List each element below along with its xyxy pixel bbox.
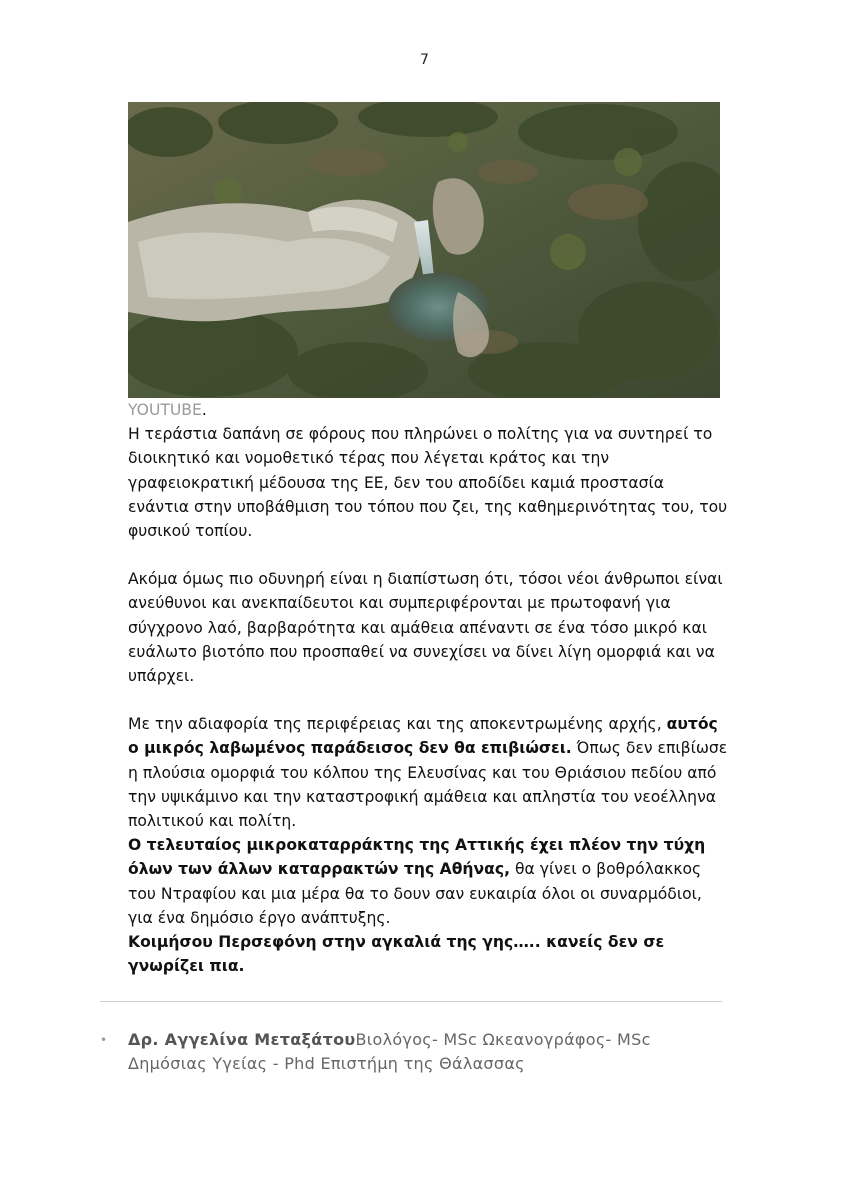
author-titles: Βιολόγος- MSc Ωκεανογράφος- MSc Δημόσιας Υγείας - Phd Επιστήμη της Θάλασσας — [128, 1030, 651, 1073]
caption-period: . — [201, 401, 207, 419]
waterfall-aerial-photo — [128, 102, 720, 398]
author-name: Δρ. Αγγελίνα Μεταξάτου — [128, 1030, 356, 1049]
paragraph-4 — [128, 833, 728, 930]
paragraph-3-end: Όπως δεν επιβίωσε η πλούσια ομορφιά του κόλπου της Ελευσίνας και του Θριάσιου πεδίου από την υψικάμινο και την καταστροφική αμάθεια και απληστία του νεοέλληνα πολιτικού και πολίτη. — [128, 739, 728, 831]
section-divider — [100, 1001, 722, 1002]
paragraph-3 — [128, 712, 728, 833]
author-text — [128, 1028, 728, 1076]
author-signature — [100, 1028, 740, 1076]
bullet-icon: • — [100, 1033, 108, 1047]
paragraph-5-closing: Κοιμήσου Περσεφόνη στην αγκαλιά της γης….. κανείς δεν σε γνωρίζει πια. — [128, 933, 665, 976]
paragraph-3-start: Με την αδιαφορία της περιφέρειας και της αποκεντρωμένης αρχής, — [128, 715, 667, 734]
paragraph-3-bold: αυτός ο μικρός λαβωμένος παράδεισος δεν θα επιβιώσει. — [128, 715, 718, 758]
page-number: 7 — [420, 52, 429, 68]
source-link[interactable]: YOUTUBE — [128, 401, 202, 419]
paragraph-1: Η τεράστια δαπάνη σε φόρους που πληρώνει ο πολίτης για να συντηρεί το διοικητικό και νομοθετικό τέρας που λέγεται κράτος και την γραφειοκρατική μέδουσα της ΕΕ, δεν του αποδίδει καμιά προστασία ενάντια στην υποβάθμιση του τόπου που ζει, της καθημερινότητας του, του φυσικού τοπίου. — [128, 425, 728, 541]
article-body — [128, 398, 728, 978]
paragraph-2: Ακόμα όμως πιο οδυνηρή είναι η διαπίστωση ότι, τόσοι νέοι άνθρωποι είναι ανεύθυνοι και ανεκπαίδευτοι και συμπεριφέρονται με πρωτοφανή για σύγχρονο λαό, βαρβαρότητα και αμάθεια απέναντι σε ένα τόσο μικρό και ευάλωτο βιοτόπο που προσπαθεί να συνεχίσει να δίνει λίγη ομορφιά και να υπάρχει. — [128, 570, 723, 686]
image-caption — [128, 398, 728, 422]
paragraph-4-bold: Ο τελευταίος μικροκαταρράκτης της Αττικής έχει πλέον την τύχη όλων των άλλων καταρρακτών της Αθήνας, — [128, 836, 706, 879]
paragraph-4-end: θα γίνει ο βοθρόλακκος του Ντραφίου και μια μέρα θα το δουν σαν ευκαιρία όλοι οι συναρμόδιοι, για ένα δημόσιο έργο ανάπτυξης. — [128, 860, 702, 927]
